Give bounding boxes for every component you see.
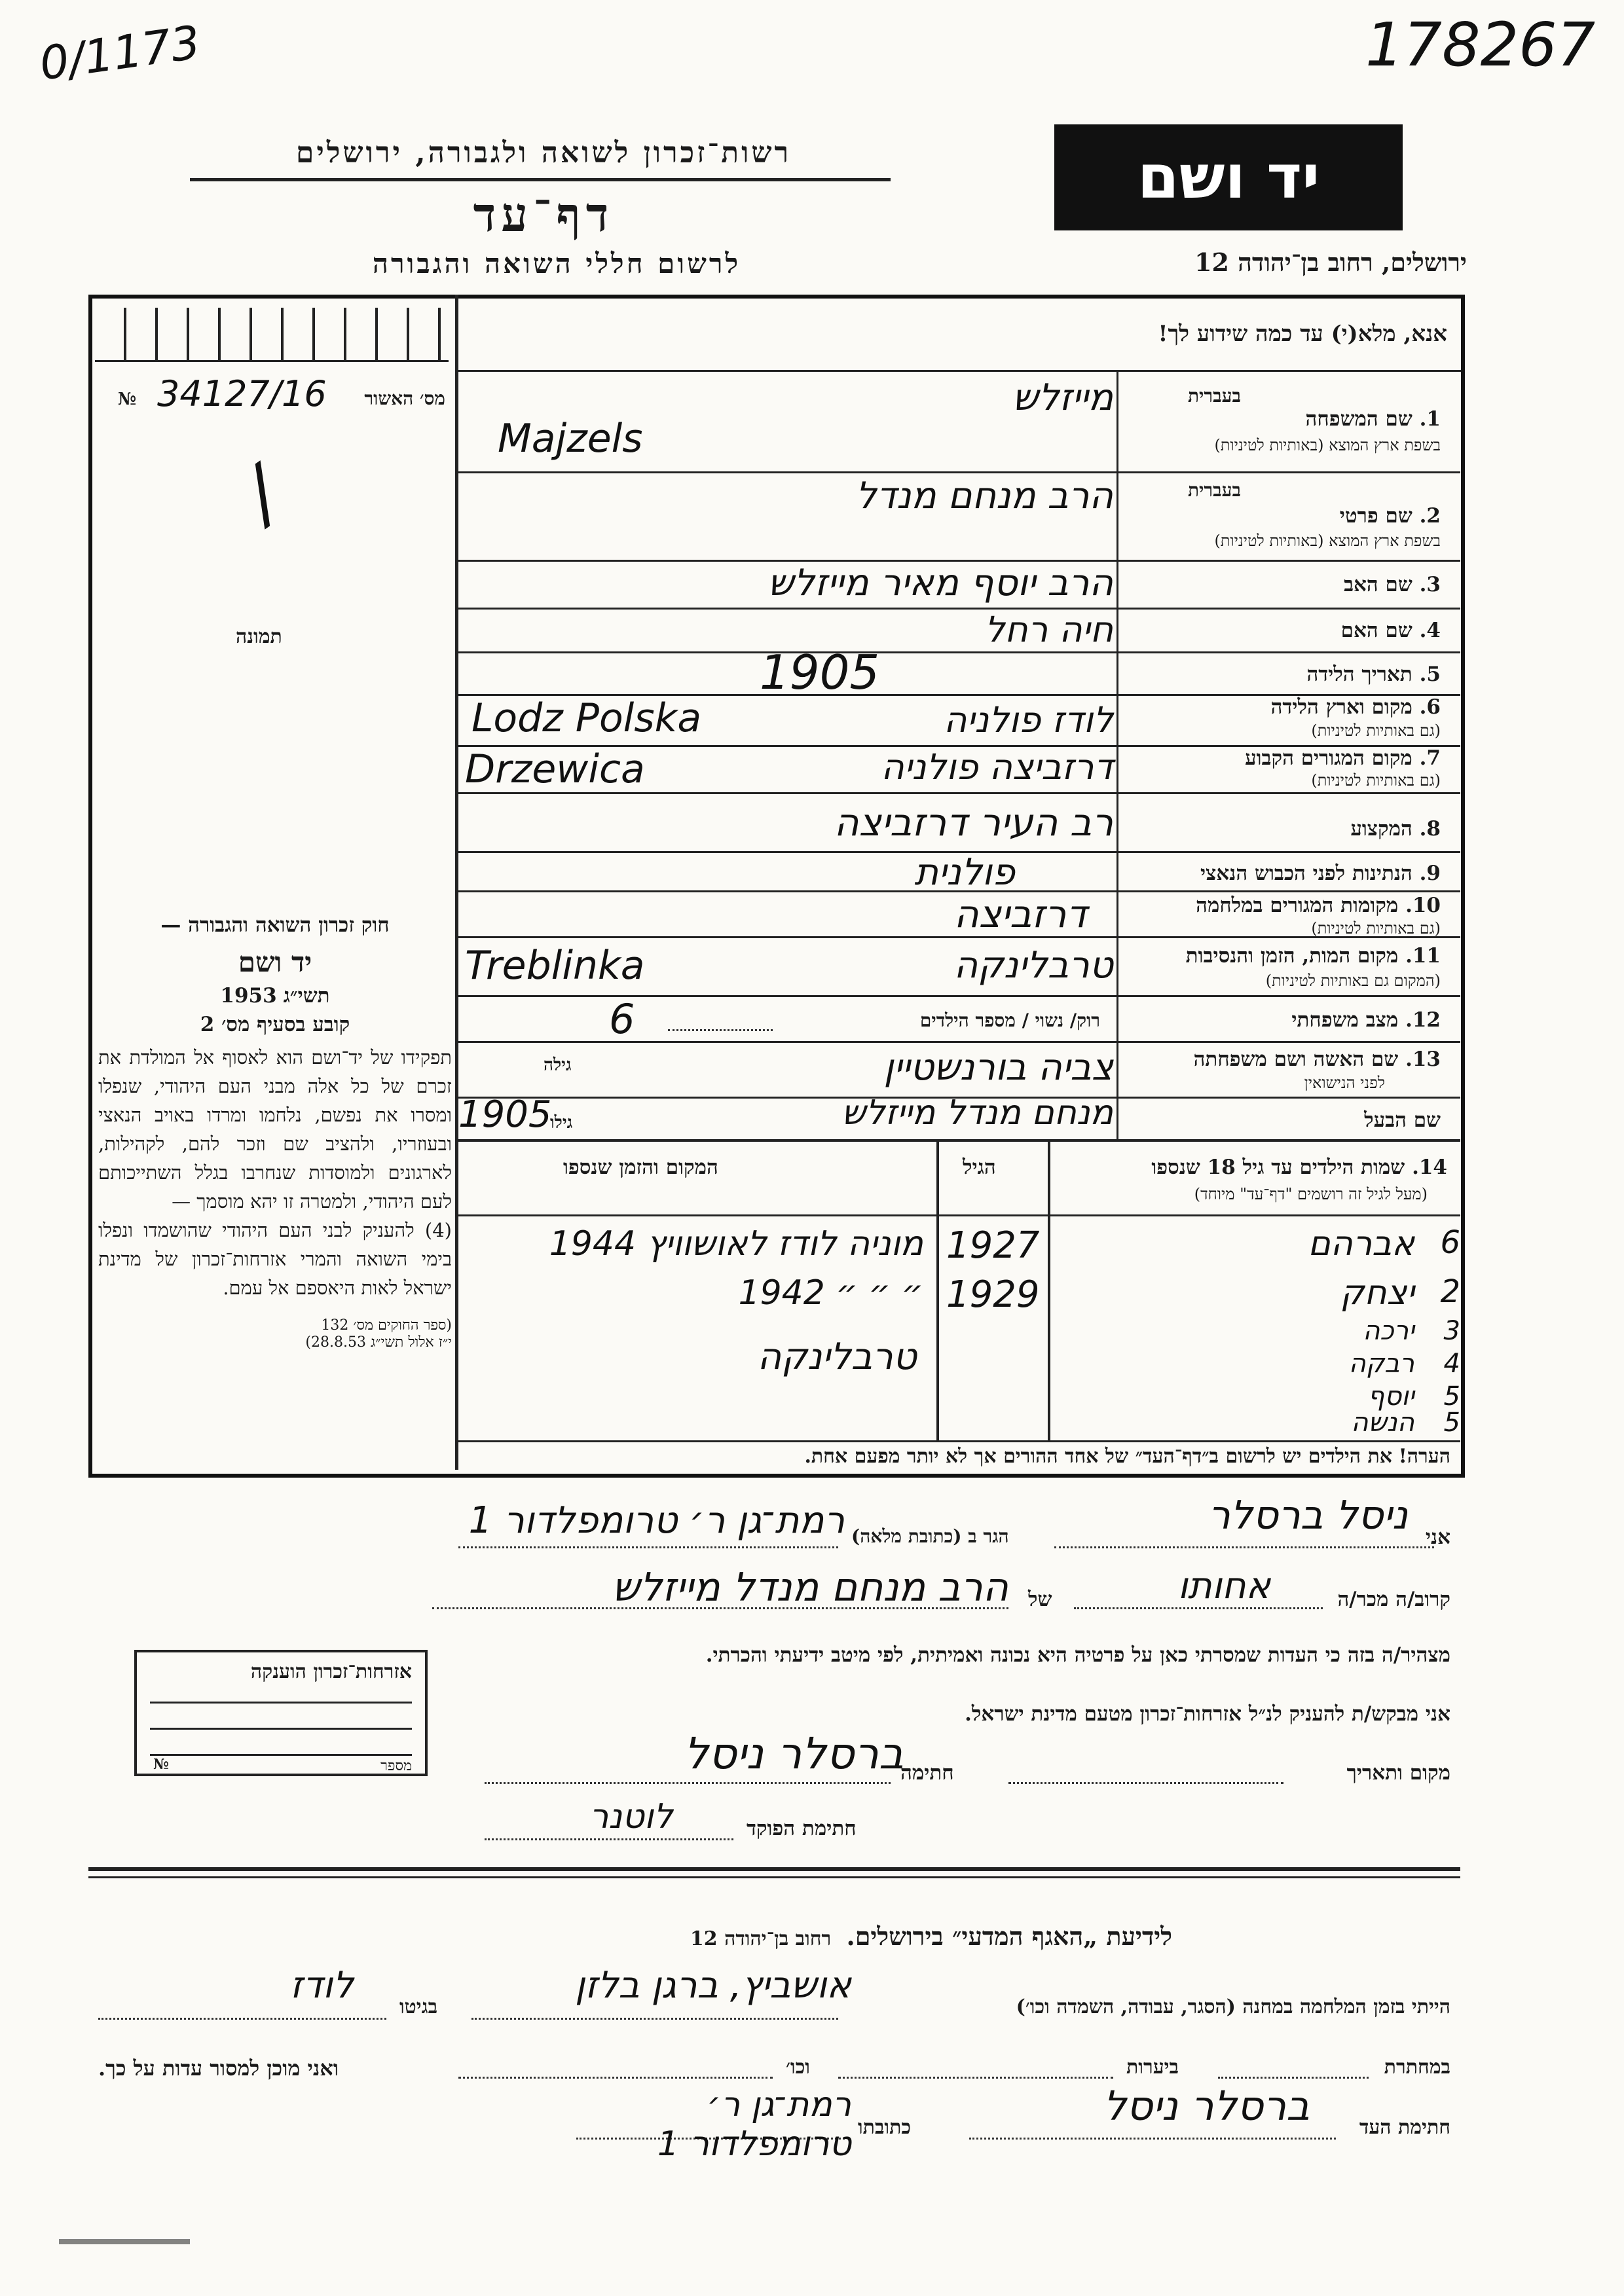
husband-birth-label: גילו: [550, 1113, 573, 1133]
law-year-line: [98, 984, 452, 1008]
footer-forests-label: ביערות: [1126, 2056, 1179, 2079]
footer-witness-sig-label: חתימת העד: [1359, 2116, 1450, 2139]
children-table-row-1: [458, 1224, 1460, 1270]
registration-label: מס׳ האשור: [364, 388, 445, 409]
child-place: טרבלינקה: [757, 1336, 917, 1378]
field-7-label-text: מקום המגורים הקבוע: [1245, 746, 1412, 770]
law-name: יד ושם: [238, 946, 312, 978]
child-age: 1929: [946, 1273, 1040, 1316]
field-2-num: 2.: [1419, 504, 1441, 528]
footer-address-label: כתובתו: [858, 2116, 912, 2139]
note-prefix: הערה!: [1398, 1445, 1450, 1468]
footer-separator-1: [88, 1867, 1460, 1871]
registration-block: [98, 373, 452, 419]
field-11-label: [1186, 944, 1441, 968]
law-year: 1953: [220, 984, 277, 1008]
authority-name: רשות־זכרון לשואה ולגבורה, ירושלים: [295, 136, 792, 170]
children-table-subtitle: (מעל לגיל זה רושמים "דף־עד" מיוחד): [1194, 1185, 1428, 1203]
footer-line1-prefix: הייתי בזמן המלחמה במחנה (הסגר, עבודה, השמדה וכו׳): [1016, 1995, 1450, 2018]
label-column-divider: [1116, 370, 1118, 1139]
decl-ani: אני: [1425, 1525, 1450, 1549]
footer-ready-label: ואני מוכן למסור עדות על כך.: [98, 2056, 339, 2081]
children-table-header-names: שמות הילדים עד גיל 18 שנספו: [1151, 1156, 1405, 1179]
citizenship-line-3: [150, 1754, 412, 1756]
footer-camp-line: [471, 2018, 838, 2020]
note-text: את הילדים יש לרשום ב״דף־העד״ של אחד ההורים אך לא יותר מפעם אחת.: [804, 1445, 1393, 1468]
child-num: 3: [1443, 1316, 1460, 1346]
photo-label: תמונה: [236, 625, 282, 648]
decl-request: אני מבקש/ת להעניק לנ״ל אזרחות־זכרון מטעם מדינת ישראל.: [965, 1702, 1450, 1726]
children-table-age-header: הגיל: [963, 1156, 996, 1179]
footer-ghetto: לודז: [289, 1964, 354, 2007]
field-11-sub: (המקום גם באותיות לטיניות): [1265, 972, 1441, 990]
field-6-value-he: לודז פולניה: [944, 699, 1113, 740]
field-4-label: [1341, 619, 1441, 642]
field-11-value-lat: Treblinka: [465, 943, 645, 989]
field-7-num: 7.: [1419, 746, 1441, 770]
field-7-value-lat: Drzewica: [465, 746, 645, 792]
law-ref: (ספר החוקים מס׳ 132: [321, 1317, 452, 1334]
children-table-num: 14.: [1412, 1156, 1447, 1179]
field-3-label: [1344, 573, 1441, 596]
children-table-place-header: המקום והזמן שנספו: [563, 1156, 718, 1179]
field-12-children: 6: [609, 995, 635, 1043]
field-3-num: 3.: [1419, 573, 1441, 596]
field-1-label: [1306, 407, 1441, 431]
children-table-row-3: [458, 1316, 1460, 1349]
footer-title-line: [690, 1922, 1172, 1952]
field-10-value: דרזביצה: [953, 892, 1087, 936]
children-table-row-2: [458, 1273, 1460, 1319]
field-8-value: רב העיר דרזביצה: [834, 800, 1113, 845]
row-line-4: [458, 651, 1460, 653]
form-subtitle: לרשום חללי השואה והגבורה: [372, 247, 741, 280]
children-table-title: [1151, 1156, 1447, 1179]
child-name: אברהם: [1308, 1224, 1414, 1264]
child-num: 2: [1440, 1273, 1460, 1310]
field-4-value: חיה רחל: [984, 609, 1113, 650]
field-6-num: 6.: [1419, 695, 1441, 719]
field-5-num: 5.: [1419, 663, 1441, 686]
citizenship-line-2: [150, 1728, 412, 1730]
footer-title: לידיעת „האגף המדעי״ בירושלים.: [846, 1922, 1172, 1951]
child-name: הנשה: [1351, 1408, 1414, 1438]
field-4-num: 4.: [1419, 619, 1441, 642]
children-table-header-line: [458, 1214, 1460, 1216]
footer-etc-label: וכו׳: [786, 2056, 810, 2079]
field-2-lang: בעברית: [1187, 479, 1241, 501]
law-body: תפקידו של יד־ושם הוא לאסוף אל המולדת את זכרם של כל אלה מבני העם היהודי, שנפלו ומסרו את נפשם, נלחמו ומרדו באויב הנאצי ובעוזריו, ולהציב שם וזכר להם, לקהילות, לארגונים ולמוסדות שנחרבו בגלל השתייכותם לעם היהודי, ולמטרה זו יהא מוסמך —: [98, 1046, 452, 1212]
field-6-label: [1271, 695, 1441, 719]
children-count-line: [668, 1029, 773, 1031]
field-13-label-text: שם האשה ושם משפחתה: [1193, 1048, 1399, 1071]
footer-underground-label: במחתרת: [1384, 2056, 1450, 2079]
field-3-label-text: שם האב: [1344, 573, 1412, 596]
field-1-lang: בעברית: [1187, 385, 1241, 407]
registration-prefix: №: [118, 390, 137, 409]
field-5-value: 1905: [760, 645, 880, 700]
field-13-label: [1194, 1048, 1441, 1071]
row-line-10: [458, 936, 1460, 938]
child-name: רבקה: [1348, 1349, 1414, 1379]
law-column: [98, 913, 452, 1351]
footer-forests-line: [838, 2077, 1113, 2079]
form-title: דף־עד: [473, 187, 614, 242]
field-8-label: [1350, 817, 1441, 841]
footer-address: רחוב בן־יהודה 12: [690, 1927, 832, 1950]
field-13-age-label: גילה: [544, 1055, 572, 1075]
field-10-label-text: מקומות המגורים במלחמה: [1196, 894, 1399, 917]
field-13-num: 13.: [1405, 1048, 1441, 1071]
field-7-value-he: דרזביצה פולניה: [881, 746, 1113, 788]
law-title: חוק זכרון השואה והגבורה —: [160, 913, 390, 937]
row-line-1: [458, 471, 1460, 473]
field-10-sub: (גם באותיות לטיניות): [1311, 919, 1441, 938]
note-line: [458, 1440, 1460, 1442]
field-12-label: [1291, 1008, 1441, 1032]
law-body2: (4) להעניק לבני העם היהודי שהושמדו ונפלו בימי השואה והמרי אזרחות־זכרון של מדינת ישראל לאות היאספם אל עמם.: [98, 1219, 452, 1299]
decl-resides-label: הגר ב (כתובת מלאה): [851, 1525, 1009, 1547]
field-7-sub: (גם באותיות לטיניות): [1311, 771, 1441, 790]
footer-underground-line: [1218, 2077, 1369, 2079]
field-9-label-text: הנתינות לפני הכבוש הנאצי: [1200, 862, 1412, 885]
child-name: יצחק: [1340, 1273, 1414, 1313]
child-num: 5: [1443, 1408, 1460, 1438]
field-6-value-lat: Lodz Polska: [471, 695, 702, 741]
field-2-label: [1340, 504, 1441, 528]
note: [468, 1445, 1450, 1468]
citizenship-prefix: №: [153, 1756, 169, 1773]
law-clause: קובע בסעיף מס׳ 2: [200, 1013, 350, 1036]
child-name: יוסף: [1367, 1381, 1414, 1412]
field-6-label-text: מקום וארץ הלידה: [1270, 695, 1412, 719]
decl-officer-sig: לוטנר: [589, 1797, 673, 1836]
child-place: ״ ״ ״ 1942: [738, 1273, 923, 1313]
law-year-he: תשי״ג: [283, 984, 330, 1008]
field-8-num: 8.: [1419, 817, 1441, 841]
decl-place-date-line: [1008, 1782, 1283, 1784]
intro-divider: [455, 370, 1461, 372]
logo-text: יד ושם: [1137, 142, 1320, 212]
decl-statement: מצהיר/ה בזה כי העדות שמסרתי כאן על פרטיה היא נכונה ואמיתית, לפי מיטב ידיעתי והכרתי.: [705, 1643, 1450, 1667]
field-2-sub: בשפת ארץ המוצא (באותיות לטיניות): [1214, 532, 1441, 550]
decl-address-line: [458, 1546, 838, 1548]
decl-officer-line: [485, 1838, 733, 1840]
citizenship-line-1: [150, 1702, 412, 1704]
footer-witness-sig: ברסלר ניסל: [1103, 2082, 1310, 2130]
field-11-label-text: מקום המות, הזמן והנסיבות: [1185, 944, 1399, 968]
row-line-7: [458, 792, 1460, 794]
field-11-num: 11.: [1405, 944, 1441, 968]
field-13-value: צביה בורנשטיין: [883, 1046, 1113, 1089]
footer-witness-address: רמת־גן ר׳ טרומפלדור 1: [657, 2085, 851, 2164]
tick-boxes: [95, 308, 449, 362]
archive-number-left: 0/1173: [36, 15, 204, 91]
footer-ghetto-line: [98, 2018, 386, 2020]
decl-relation-line: [1074, 1607, 1323, 1609]
decl-relation: אחותו: [1177, 1565, 1270, 1607]
field-8-label-text: המקצוע: [1350, 817, 1412, 841]
field-1-value-he: מייזלש: [1012, 376, 1113, 419]
decl-name-line: [1054, 1546, 1434, 1548]
registration-value: 34127/16: [157, 373, 327, 414]
child-num: 5: [1443, 1381, 1460, 1412]
field-12-label-text: מצב משפחתי: [1291, 1008, 1399, 1032]
field-10-label: [1196, 894, 1441, 917]
field-12-num: 12.: [1405, 1008, 1441, 1032]
intro-text: אנא, מלא(י) עד כמה שידוע לך!: [1158, 321, 1447, 347]
field-1-value-lat: Majzels: [498, 416, 643, 462]
decl-signature: ברסלר ניסל: [684, 1728, 904, 1779]
scan-smudge: [59, 2239, 190, 2244]
child-place: מוניה לודז לאושוויץ 1944: [549, 1224, 923, 1264]
child-num: 4: [1443, 1349, 1460, 1379]
header-underline: [190, 178, 891, 181]
field-5-label: [1306, 663, 1441, 686]
decl-address: רמת־גן ר׳ טרומפלדור 1: [468, 1499, 845, 1542]
law-ref2: י״ז אלול תשי״ג 28.8.53): [305, 1334, 452, 1351]
field-3-value: הרב יוסף מאיר מייזלש: [767, 562, 1113, 604]
field-10-num: 10.: [1405, 894, 1441, 917]
decl-place-date-label: מקום ותאריך: [1346, 1761, 1450, 1785]
decl-witness-name: ניסל ברסלר: [1208, 1493, 1408, 1539]
citizenship-title: אזרחות־זכרון הוענקה: [250, 1660, 412, 1683]
husband-name: מנחם מנדל מייזלש: [841, 1093, 1113, 1133]
check-mark: /: [227, 452, 295, 536]
field-11-value-he: טרבלינקה: [953, 944, 1113, 987]
child-age: 1927: [946, 1224, 1040, 1267]
footer-ghetto-label: בגיטו: [399, 1995, 438, 2018]
field-1-sub: בשפת ארץ המוצא (באותיות לטיניות): [1214, 436, 1441, 454]
field-13-sub: לפני הנישואין: [1304, 1074, 1385, 1092]
header-address: ירושלים, רחוב בן־יהודה 12: [1194, 247, 1467, 277]
decl-of-name: הרב מנחם מנדל מייזלש: [612, 1565, 1008, 1611]
archive-number-right: 178267: [1365, 10, 1596, 80]
citizenship-number-label: מספר: [380, 1758, 412, 1774]
citizenship-box: [134, 1650, 428, 1776]
footer-separator-2: [88, 1876, 1460, 1878]
field-2-value: הרב מנחם מנדל: [855, 475, 1113, 517]
field-5-label-text: תאריך הלידה: [1306, 663, 1412, 686]
husband-label: שם הבעל: [1364, 1108, 1441, 1132]
footer-etc-line: [458, 2077, 773, 2079]
child-num: 6: [1440, 1224, 1460, 1261]
field-9-num: 9.: [1419, 862, 1441, 885]
yad-vashem-logo: [1054, 124, 1403, 230]
decl-officer-label: חתימת הפוקד: [747, 1817, 857, 1840]
field-4-label-text: שם האם: [1340, 619, 1412, 642]
field-12-status: רוק/ נשוי / מספר הילדים: [919, 1010, 1100, 1031]
children-table-row-6: [458, 1408, 1460, 1440]
husband-birth-value: 1905: [458, 1093, 552, 1136]
field-1-label-text: שם המשפחה: [1305, 407, 1412, 431]
row-line-14: [458, 1139, 1460, 1142]
field-9-label: [1200, 862, 1441, 885]
decl-relative-label: קרוב/ה מכר/ה: [1337, 1588, 1450, 1611]
decl-signature-line: [485, 1782, 891, 1784]
field-9-value: פולנית: [914, 851, 1015, 894]
field-7-label: [1245, 746, 1441, 770]
footer-camp: אושביץ, ברגן בלזן: [574, 1964, 851, 2007]
decl-signature-label: חתימה: [900, 1761, 954, 1785]
field-6-sub: (גם באותיות לטיניות): [1311, 721, 1441, 740]
child-name: ירכה: [1363, 1316, 1414, 1346]
decl-of-label: של: [1028, 1588, 1052, 1611]
field-1-num: 1.: [1419, 407, 1441, 431]
footer-witness-sig-line: [969, 2138, 1336, 2140]
field-2-label-text: שם פרטי: [1339, 504, 1412, 528]
